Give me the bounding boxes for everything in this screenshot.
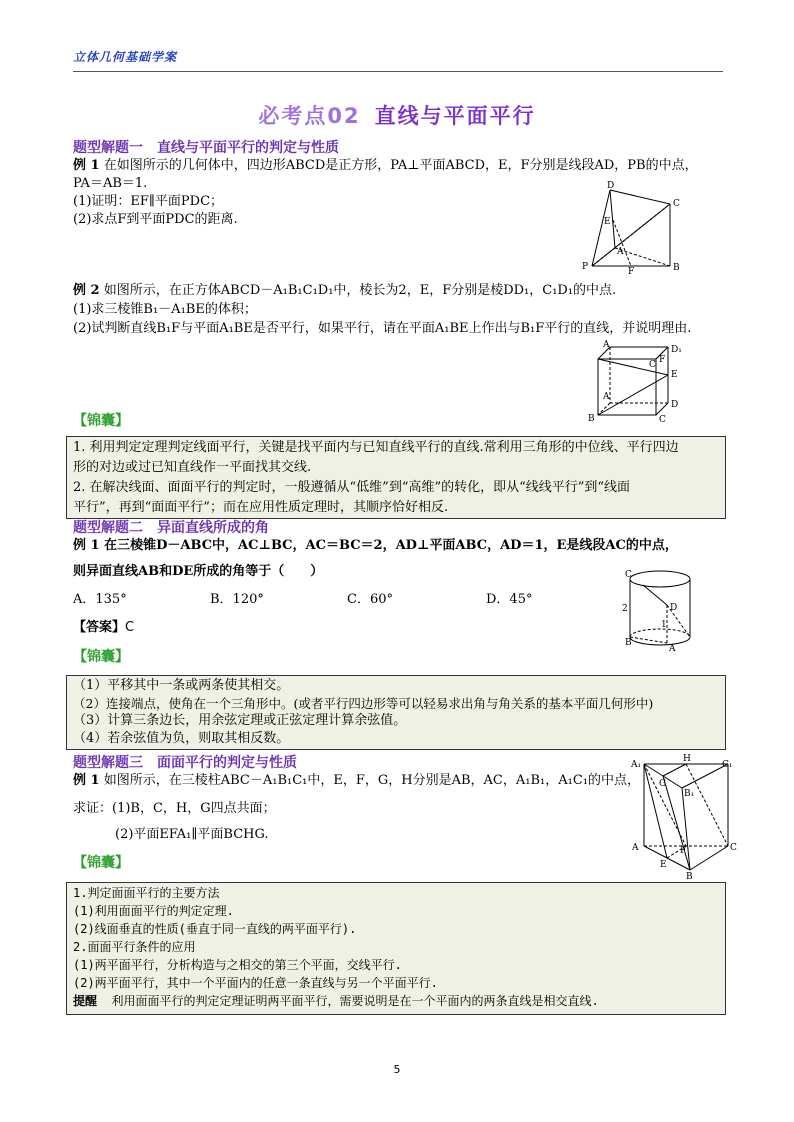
fig4-label-g: G [659, 779, 667, 789]
fig2-label-d1: D₁ [671, 345, 682, 355]
tips1-line-2: 形的对边或过已知直线作一平面找其交线. [73, 460, 312, 475]
tips3-line-2: (1)利用面面平行的判定定理. [73, 904, 234, 918]
ex4-line-3: (2)平面EFA₁∥平面BCHG. [115, 827, 269, 842]
ex4-line-1 [73, 772, 640, 790]
section-tag: 题型解题一 [73, 140, 143, 156]
fig2-label-a1: A [603, 340, 610, 350]
fig4-label-c: C [730, 843, 737, 853]
example-label: 例 1 [73, 158, 100, 173]
ex3-line-2: 则异面直线AB和DE所成的角等于（ ） [73, 564, 324, 579]
fig3-label-b: B [625, 638, 632, 648]
fig1-label-a: A [617, 247, 624, 257]
ex2-line-3: (2)试判断直线B₁F与平面A₁BE是否平行，如果平行，请在平面A₁BE上作出与B₁F平行的直线，并说明理由. [73, 321, 692, 336]
fig4-label-e: E [660, 860, 667, 870]
remind-text: 利用面面平行的判定定理证明两平面平行，需要说明是在一个平面内的两条直线是相交直线. [111, 994, 599, 1008]
section-heading-2 [73, 517, 269, 537]
figure-pyramid [580, 178, 690, 274]
figure-cylinder [615, 565, 705, 655]
tips2-line-1: （1）平移其中一条或两条使其相交。 [73, 678, 290, 693]
page-number: 5 [393, 1063, 401, 1076]
header-divider [73, 71, 723, 72]
ex2-line-1 [73, 282, 616, 300]
section-name: 异面直线所成的角 [157, 520, 269, 536]
fig2-label-f: F [659, 355, 666, 365]
option-b: B．120° [210, 592, 264, 607]
option-d: D．45° [486, 592, 533, 607]
tips-label-1: 【锦囊】 [73, 413, 129, 429]
figure-prism [630, 752, 738, 880]
section-heading-3 [73, 752, 297, 772]
fig2-label-c1: C [649, 360, 656, 370]
page-title [0, 100, 794, 130]
ex2-line-2: (1)求三棱锥B₁－A₁BE的体积； [73, 302, 257, 317]
option-a: A．135° [73, 592, 127, 607]
tips-box-1 [66, 436, 726, 519]
fig3-label-2: 2 [622, 604, 628, 614]
fig2-label-c: C [659, 415, 666, 424]
fig4-label-b1: B₁ [684, 789, 695, 799]
fig1-label-d: D [607, 181, 615, 191]
ex1-line-2: PA＝AB＝1. [73, 176, 148, 191]
tips3-line-7 [67, 992, 725, 1010]
tips3-line-5: (1)两平面平行，分析构造与之相交的第三个平面，交线平行. [73, 958, 402, 972]
header-title: 立体几何基础学案 [73, 50, 178, 64]
fig2-label-d: D [671, 400, 679, 410]
fig2-label-e: E [671, 370, 678, 380]
fig4-label-a: A [632, 843, 639, 853]
ex1-line-3: (1)证明：EF∥平面PDC； [73, 194, 224, 209]
tips3-line-6: (2)两平面平行，其中一个平面内的任意一条直线与另一个平面平行. [73, 976, 438, 990]
fig2-label-b: B [588, 414, 595, 424]
tips1-line-1: 1. 利用判定定理判定线面平行，关键是找平面内与已知直线平行的直线.常利用三角形的中位线、平行四边 [73, 440, 679, 455]
answer-value: C [125, 620, 135, 635]
ex2-text-1: 如图所示，在正方体ABCD－A₁B₁C₁D₁中，棱长为2，E，F分别是棱DD₁，C₁D₁的中点. [103, 283, 617, 298]
example-label: 例 1 [73, 538, 100, 553]
tips2-line-4: （4）若余弦值为负，则取其相反数。 [73, 730, 290, 746]
fig4-label-c1: C₁ [722, 760, 733, 770]
title-text: 直线与平面平行 [374, 104, 536, 128]
fig3-label-d: D [670, 603, 678, 613]
section-name: 面面平行的判定与性质 [157, 755, 297, 771]
section-heading-1 [73, 137, 339, 157]
example-label: 例 2 [73, 283, 100, 298]
fig4-label-f: F [680, 846, 687, 856]
tips-box-2 [66, 675, 726, 750]
ex4-text-1: 如图所示，在三棱柱ABC－A₁B₁C₁中，E，F，G，H分别是AB，AC，A₁B₁，A₁C₁的中点， [103, 773, 641, 788]
ex1-line-4: (2)求点F到平面PDC的距离. [73, 212, 238, 227]
tips1-line-3: 2. 在解决线面、面面平行的判定时，一般遵循从“低维”到“高维”的转化，即从“线线平行”到“线面 [73, 480, 631, 495]
answer-line [73, 619, 134, 637]
tips3-line-3: (2)线面垂直的性质(垂直于同一直线的两平面平行). [73, 922, 357, 936]
ex4-line-2: 求证：(1)B，C，H，G四点共面； [73, 801, 276, 816]
section-tag: 题型解题二 [73, 520, 143, 536]
tips-box-3 [66, 882, 726, 1015]
fig4-label-b: B [686, 872, 693, 880]
fig1-label-e: E [604, 217, 611, 227]
tips-label-3: 【锦囊】 [73, 855, 129, 871]
fig3-label-c: C [625, 570, 632, 580]
tips2-line-2: （2）连接端点，使角在一个三角形中。(或者平行四边形等可以轻易求出角与角关系的基本平面几何形中) [73, 695, 654, 711]
figure-cube [583, 339, 688, 424]
section-name: 直线与平面平行的判定与性质 [157, 140, 339, 156]
ex3-line-1 [73, 537, 678, 555]
tips1-line-4: 平行”，再到“面面平行”；而在应用性质定理时，其顺序恰好相反. [73, 500, 449, 515]
fig1-label-c: C [673, 199, 680, 209]
fig1-label-b: B [673, 263, 680, 273]
section-tag: 题型解题三 [73, 755, 143, 771]
answer-label: 【答案】 [73, 620, 126, 635]
fig4-label-h: H [683, 754, 691, 764]
tips3-line-4: 2.面面平行条件的应用 [73, 940, 196, 954]
ex3-text-1: 在三棱锥D－ABC中，AC⊥BC，AC＝BC＝2，AD⊥平面ABC，AD＝1，E是线段AC的中点， [104, 538, 678, 553]
fig1-label-f: F [628, 267, 635, 274]
fig2-label-a: A [603, 392, 610, 402]
fig4-label-a1: A₁ [631, 760, 642, 770]
tips-label-2: 【锦囊】 [73, 649, 129, 665]
tips2-line-3: （3）计算三条边长，用余弦定理或正弦定理计算余弦值。 [73, 713, 407, 728]
ex1-line-1 [73, 157, 698, 175]
tips3-line-1: 1.判定面面平行的主要方法 [73, 886, 220, 900]
fig1-label-p: P [582, 262, 589, 272]
example-label: 例 1 [73, 773, 100, 788]
fig3-label-1: 1 [661, 620, 667, 630]
option-c: C．60° [347, 592, 393, 607]
fig3-label-a: A [669, 644, 676, 654]
remind-label: 提醒 [73, 994, 98, 1008]
title-number: 必考点02 [258, 104, 361, 128]
ex1-text-1: 在如图所示的几何体中，四边形ABCD是正方形，PA⊥平面ABCD，E，F分别是线段AD，PB的中点， [103, 158, 698, 173]
